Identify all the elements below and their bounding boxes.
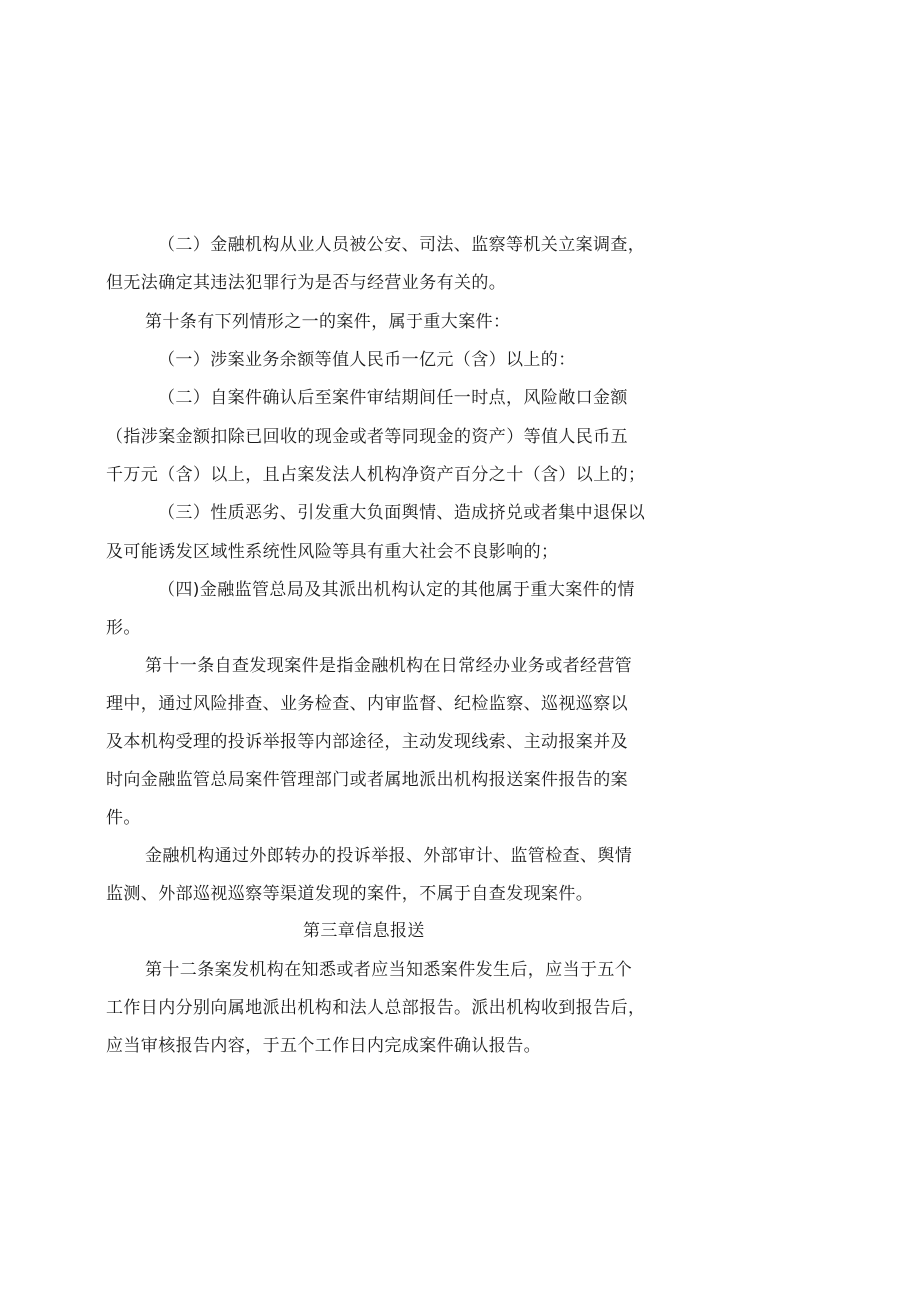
paragraph-line: （二）金融机构从业人员被公安、司法、监察等机关立案调查， bbox=[158, 235, 646, 255]
paragraph-line: 理中，通过风险排查、业务检查、内审监督、纪检监察、巡视巡察以 bbox=[106, 694, 628, 714]
paragraph-line: （四)金融监管总局及其派出机构认定的其他属于重大案件的情 bbox=[158, 580, 635, 600]
chapter-heading: 第三章信息报送 bbox=[303, 921, 425, 941]
article-12-line: 第十二条案发机构在知悉或者应当知悉案件发生后，应当于五个 bbox=[145, 960, 633, 980]
paragraph-line: 工作日内分别向属地派出机构和法人总部报告。派出机构收到报告后， bbox=[106, 998, 646, 1018]
paragraph-line: 形。 bbox=[106, 618, 141, 638]
paragraph-line: 监测、外部巡视巡察等渠道发现的案件，不属于自查发现案件。 bbox=[106, 884, 594, 904]
paragraph-line: （指涉案金额扣除已回收的现金或者等同现金的资产）等值人民币五 bbox=[106, 427, 628, 447]
article-11-line: 第十一条自查发现案件是指金融机构在日常经办业务或者经营管 bbox=[145, 656, 633, 676]
paragraph-line: 及本机构受理的投诉举报等内部途径，主动发现线索、主动报案并及 bbox=[106, 732, 628, 752]
paragraph-line: 时向金融监管总局案件管理部门或者属地派出机构报送案件报告的案 bbox=[106, 770, 628, 790]
paragraph-line: 金融机构通过外郎转办的投诉举报、外部审计、监管检查、舆情 bbox=[145, 846, 633, 866]
article-10-line: 第十条有下列情形之一的案件，属于重大案件： bbox=[145, 312, 511, 332]
paragraph-line: 及可能诱发区域性系统性风险等具有重大社会不良影响的； bbox=[106, 542, 559, 562]
paragraph-line: 千万元（含）以上，且占案发法人机构净资产百分之十（含）以上的； bbox=[106, 465, 646, 485]
paragraph-line: （一）涉案业务余额等值人民币一亿元（含）以上的： bbox=[158, 350, 576, 370]
paragraph-line: 件。 bbox=[106, 808, 141, 828]
paragraph-line: 应当审核报告内容，于五个工作日内完成案件确认报告。 bbox=[106, 1036, 541, 1056]
paragraph-line: 但无法确定其违法犯罪行为是否与经营业务有关的。 bbox=[106, 273, 507, 293]
paragraph-line: （三）性质恶劣、引发重大负面舆情、造成挤兑或者集中退保以 bbox=[158, 503, 646, 523]
paragraph-line: （二）自案件确认后至案件审结期间任一时点，风险敞口金额 bbox=[158, 388, 628, 408]
